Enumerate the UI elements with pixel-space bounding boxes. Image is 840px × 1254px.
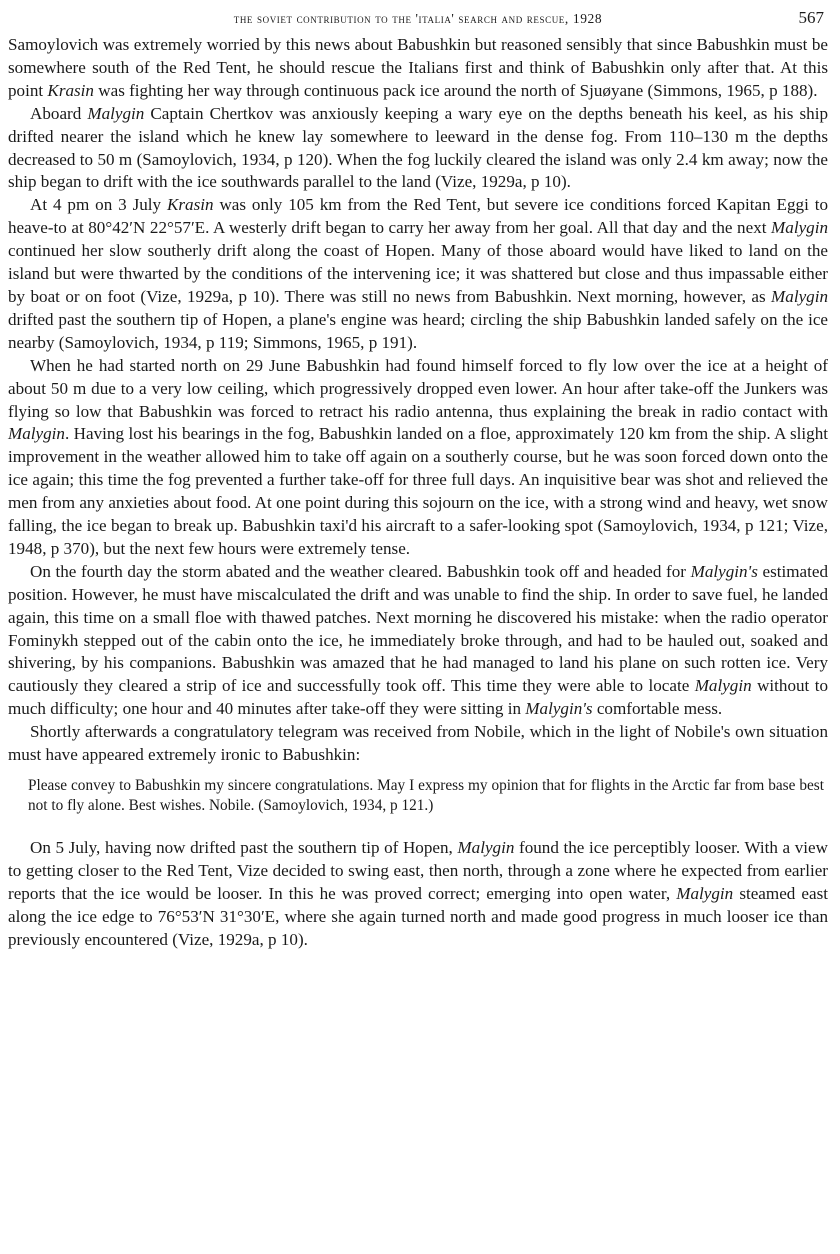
- italic-text: Malygin's: [690, 561, 758, 581]
- text-run: without to much difficulty; one hour and 40 minutes after take-off they were sitting in: [8, 676, 828, 719]
- text-run: . Having lost his bearings in the fog, Babushkin landed on a floe, approximately 120 km from the ship. A slight improvement in the weather allowed him to take off again on a southerly course, but he was soon forced down onto the ice again; this time the fog prevented a further take-off for three full days. An inquisitive bear was shot and relieved the men from any anxieties about food. At one point during this sojourn on the ice, with a strong wind and heavy, wet snow falling, the ice began to break up. Babushkin taxi'd his aircraft to a safer-looking spot (Samoylovich, 1934, p 121; Vize, 1948, p 370), but the next few hours were extremely tense.: [8, 424, 828, 558]
- text-run: On the fourth day the storm abated and the weather cleared. Babushkin took off and headed for: [30, 561, 691, 581]
- paragraph: [8, 34, 828, 103]
- text-run: At 4 pm on 3 July: [30, 195, 167, 215]
- italic-text: Malygin: [771, 218, 828, 238]
- italic-text: Malygin: [87, 103, 145, 123]
- italic-text: Malygin: [694, 676, 752, 696]
- italic-text: Malygin: [771, 286, 828, 306]
- text-run: Captain Chertkov was anxiously keeping a wary eye on the depths beneath his keel, as his ship drifted nearer the island which he knew lay somewhere to leeward in the dense fog. From 110–130 m the depths decreased to 50 m (Samoylovich, 1934, p 120). When the fog luckily cleared the island was only 2.4 km away; now the ship began to drift with the ice southwards parallel to the land (Vize, 1929a, p 10).: [8, 103, 828, 192]
- paragraph: [8, 355, 828, 561]
- italic-text: Malygin: [457, 838, 515, 858]
- paragraph: [8, 561, 828, 721]
- text-run: When he had started north on 29 June Babushkin had found himself forced to fly low over the ice at a height of about 50 m due to a very low ceiling, which progressively dropped even lower. An hour after take-off the Junkers was flying so low that Babushkin was forced to retract his radio antenna, thus explaining the break in radio contact with: [8, 355, 828, 421]
- italic-text: Krasin: [47, 80, 94, 100]
- text-run: comfortable mess.: [592, 699, 723, 719]
- page-header: [8, 6, 828, 32]
- text-run: Aboard: [30, 103, 88, 123]
- italic-text: Malygin: [8, 424, 65, 444]
- paragraph: [8, 721, 828, 767]
- telegram-quote: Please convey to Babushkin my sincere congratulations. May I express my opinion that for flights in the Arctic far from base best not to fly alone. Best wishes. Nobile. (Samoylovich, 1934, p 121.): [28, 777, 824, 814]
- italic-text: Malygin's: [525, 699, 593, 719]
- text-run: drifted past the southern tip of Hopen, a plane's engine was heard; circling the ship Babushkin landed safely on the ice nearby (Samoylovich, 1934, p 119; Simmons, 1965, p 191).: [8, 309, 828, 352]
- final-paragraph: [8, 837, 828, 952]
- text-run: Shortly afterwards a congratulatory telegram was received from Nobile, which in the light of Nobile's own situation must have appeared extremely ironic to Babushkin:: [8, 722, 828, 765]
- text-run: steamed east along the ice edge to 76°53′N 31°30′E, where she again turned north and made good progress in much looser ice than previously encountered (Vize, 1929a, p 10).: [8, 884, 828, 949]
- text-run: was fighting her way through continuous pack ice around the north of Sjuøyane (Simmons, 1965, p 188).: [93, 80, 818, 100]
- body-text: [8, 34, 828, 952]
- running-title: the soviet contribution to the 'italia' search and rescue, 1928: [233, 11, 603, 26]
- text-run: Samoylovich was extremely worried by this news about Babushkin but reasoned sensibly that since Babushkin must be somewhere south of the Red Tent, he should rescue the Italians first and think of Babushkin only after that. At this point: [8, 35, 828, 100]
- text-run: was only 105 km from the Red Tent, but severe ice conditions forced Kapitan Eggi to heave-to at 80°42′N 22°57′E. A westerly drift began to carry her away from her goal. All that day and the next: [8, 195, 829, 238]
- text-run: continued her slow southerly drift along the coast of Hopen. Many of those aboard would have liked to land on the island but were thwarted by the conditions of the intervening ice; it was shattered but close and thus impassable either by boat or on foot (Vize, 1929a, p 10). There was still no news from Babushkin. Next morning, however, as: [8, 241, 828, 306]
- italic-text: Krasin: [166, 195, 214, 215]
- paragraph: [8, 194, 828, 354]
- page-number: 567: [798, 8, 824, 27]
- text-run: estimated position. However, he must have miscalculated the drift and was unable to find the ship. In order to save fuel, he landed again, this time on a small floe with thawed patches. Next morning he discovered his mistake: when the radio operator Fominykh stepped out of the cabin onto the ice, he immediately broke through, and had to be hauled out, soaked and shivering, by his companions. Babushkin was amazed that he had managed to land his plane on such rotten ice. Very cautiously they cleared a strip of ice and successfully took off. This time they were able to locate: [8, 561, 828, 696]
- text-run: found the ice perceptibly looser. With a view to getting closer to the Red Tent, Vize decided to swing east, then north, through a zone where he expected from earlier reports that the ice would be looser. In this he was proved correct; emerging into open water,: [8, 838, 828, 903]
- italic-text: Malygin: [676, 884, 734, 903]
- paragraph: [8, 103, 828, 195]
- text-run: On 5 July, having now drifted past the southern tip of Hopen,: [30, 838, 458, 858]
